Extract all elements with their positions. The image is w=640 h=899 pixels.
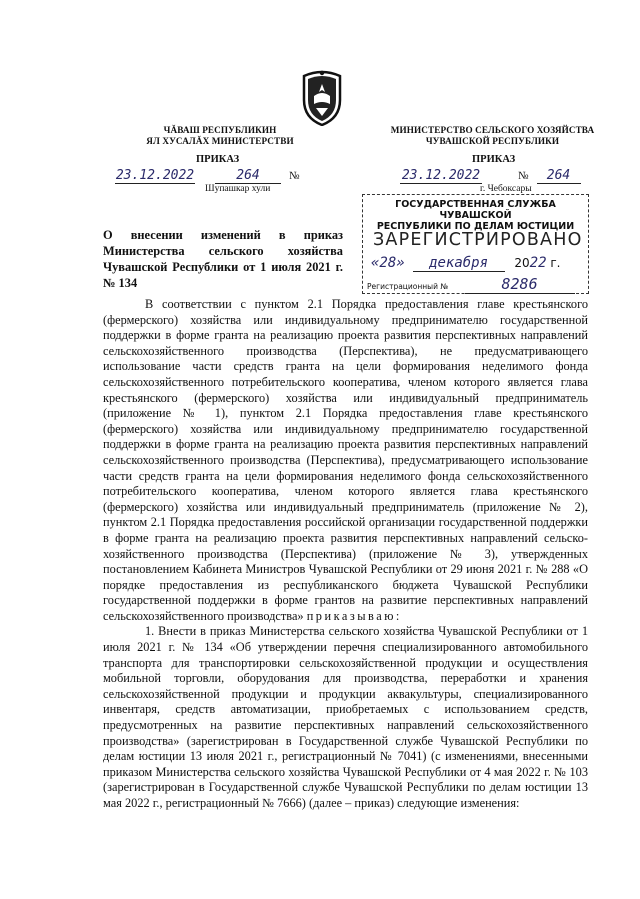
header-left-org [135,125,305,147]
stamp-month: декабря [413,255,505,272]
header-left-number: 264 [215,168,281,184]
preamble-text: В соответствии с пунктом 2.1 Порядка предоставления главе крестьянского (фермерского) хозяйства или индивидуальному предпринимателю государственной поддержки в форме гранта на реализацию проекта развития перспективных направлений сельскохозяйственного производства (Перспектива), не предусматривающего использование части средств гранта на цели формирования неделимого фонда сельскохозяйственного потребительского кооператива, членом которого является глава крестьянского (фермерского) хозяйства или индивидуальный предприниматель (приложение № 1), пунктом 2.1 Порядка предоставления главе крестьянского (фермерского) хозяйства или индивидуальному предпринимателю государственной поддержки в форме гранта на реализацию проекта развития перспективных направлений сельскохозяйственного производства (Перспектива), предусматривающего использование части средств гранта на цели формирования неделимого фонда сельскохозяйственного потребительского кооператива, членом которого является глава крестьянского (фермерского) хозяйства или индивидуальный предприниматель (приложение № 2), пунктом 2.1 Порядка предоставления российской организации государственной поддержки в форме гранта на реализацию проекта развития перспективных направлений сельскохозяйственного производства (Перспектива) (приложение № 3), утвержденных постановлением Кабинета Министров Чувашской Республики от 29 июня 2021 г. № 288 «О порядке предоставления из республиканского бюджета Чувашской Республики государственной поддержки в форме грантов на развитие перспективных направлений сельскохозяйственного производства» [103,297,588,623]
stamp-org-line1: ГОСУДАРСТВЕННАЯ СЛУЖБА ЧУВАШСКОЙ [395,199,556,221]
city-right: г. Чебоксары [480,184,532,194]
orders-word: приказываю: [306,608,402,623]
header-right-line1: МИНИСТЕРСТВО СЕЛЬСКОГО ХОЗЯЙСТВА [390,125,595,135]
paragraph-item-1: 1. Внести в приказ Министерства сельского хозяйства Чувашской Республики от 1 июля 2021 г. № 134 «Об утверждении перечня специализированного автомобильного транспорта для транспортировки сельскохозяйственной продукции и осуществления мобильной торговли, оборудования для производства, переработки и хранения сельскохозяйственной продукции и продукции аквакультуры, специализированного инвентаря, средств автоматизации, приобретаемых с использованием средств, предусмотренных на развитие перспективных направлений сельскохозяйственного производства» (зарегистрирован в Государственной службе Чувашской Республики по делам юстиции 13 июля 2021 г., регистрационный № 7041) (с изменениями, внесенными приказом Министерства сельского хозяйства Чувашской Республики от 4 мая 2022 г. № 103 (зарегистрирован в Государственной службе Чувашской Республики по делам юстиции 13 мая 2022 г., регистрационный № 7666) (далее – приказ) следующие изменения: [103,624,588,810]
stamp-reg-number: 8286 [465,275,575,294]
no-sign-left: № [289,170,300,182]
header-left-date: 23.12.2022 [115,168,195,183]
prikaz-left: ПРИКАЗ [196,154,240,165]
header-right-line2: ЧУВАШСКОЙ РЕСПУБЛИКИ [425,136,560,146]
document-body [103,297,588,812]
document-title: О внесении изменений в приказ Министерства сельского хозяйства Чувашской Республики от 1 июля 2021 г. № 134 [103,228,343,290]
header-left-date-line [115,166,325,184]
stamp-org-line2: РЕСПУБЛИКИ ПО ДЕЛАМ ЮСТИЦИИ [376,221,575,232]
paragraph-preamble [103,297,588,624]
header-right-org [380,125,605,147]
registration-stamp [362,194,589,294]
stamp-date [371,255,581,272]
stamp-year-unit: г. [550,256,561,270]
header-right-date: 23.12.2022 [401,168,481,183]
stamp-reg-label: Регистрационный № [367,282,449,291]
stamp-year-suffix: 22 [529,255,547,271]
stamp-number-line [367,275,583,294]
stamp-org [363,199,588,232]
header-right-number: 264 [537,168,581,184]
stamp-year-prefix: 20 [514,256,530,270]
stamp-registered: ЗАРЕГИСТРИРОВАНО [373,230,583,250]
header-right-date-line [400,166,610,184]
stamp-day: «28» [371,255,405,271]
prikaz-right: ПРИКАЗ [472,154,516,165]
header-left-line2: ЯЛ ХУСАЛĂХ МИНИСТЕРСТВИ [146,136,294,146]
coat-of-arms-emblem [300,70,344,126]
header-left-line1: ЧĂВАШ РЕСПУБЛИКИН [163,125,277,135]
no-sign-right: № [518,170,529,182]
city-left: Шупашкар хули [205,184,271,194]
